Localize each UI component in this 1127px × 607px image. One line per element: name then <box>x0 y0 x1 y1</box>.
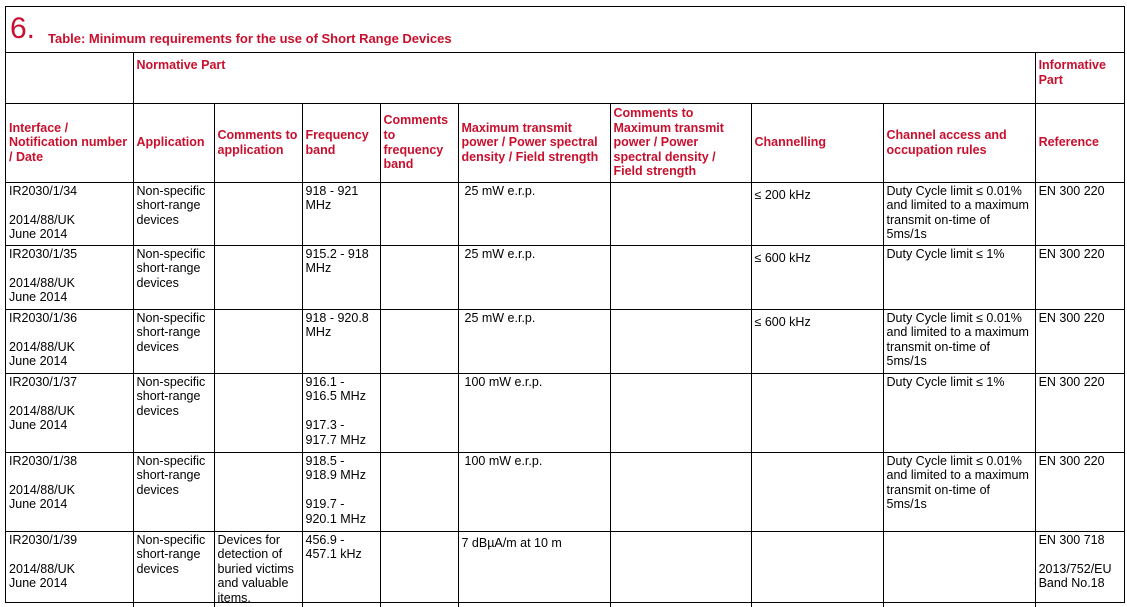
table-title: Table: Minimum requirements for the use of Short Range Devices <box>48 31 452 46</box>
frequency-cell <box>302 182 380 245</box>
channelling-cell: ≤ 600 kHz <box>751 309 883 373</box>
interface-cell <box>6 245 133 309</box>
table-row <box>6 245 1125 309</box>
comments-power-cell <box>610 373 751 452</box>
interface-cell <box>6 531 133 607</box>
channel-access-cell: Duty Cycle limit ≤ 0.01% and limited to a maximum transmit on-time of 5ms/1s <box>883 182 1035 245</box>
notification-date: June 2014 <box>9 497 68 512</box>
frequency-cell <box>302 452 380 531</box>
comments-frequency-cell <box>380 245 458 309</box>
notification-number: 2014/88/UK <box>9 561 76 576</box>
comments-application-cell <box>214 182 302 245</box>
document-frame <box>5 6 1125 603</box>
table-row <box>6 373 1125 452</box>
frequency-band-1: 918.5 - 918.9 MHz <box>305 453 366 483</box>
notification-number: 2014/88/UK <box>9 339 76 354</box>
header-application: Application <box>133 103 214 182</box>
frequency-band-1: 456.9 - 457.1 kHz <box>305 532 362 562</box>
interface-id: IR2030/1/38 <box>9 453 78 468</box>
frequency-band-2: 919.7 - 920.1 MHz <box>305 497 366 526</box>
srd-requirements-table <box>6 52 1125 607</box>
comments-frequency-cell <box>380 373 458 452</box>
max-power-cell: 100 mW e.r.p. <box>458 373 610 452</box>
table-row <box>6 531 1125 607</box>
max-power-cell: 100 mW e.r.p. <box>458 452 610 531</box>
application-cell: Non-specific short-range devices <box>133 309 214 373</box>
notification-date: June 2014 <box>9 418 68 433</box>
notification-date: June 2014 <box>9 290 68 305</box>
table-row <box>6 182 1125 245</box>
channel-access-cell <box>883 531 1035 607</box>
table-row <box>6 309 1125 373</box>
reference-cell <box>1035 182 1125 245</box>
application-cell: Non-specific short-range devices <box>133 245 214 309</box>
max-power-cell: 25 mW e.r.p. <box>458 182 610 245</box>
frequency-band-1: 918 - 920.8 MHz <box>305 310 369 340</box>
comments-frequency-cell <box>380 182 458 245</box>
section-number: 6. <box>10 12 36 45</box>
comments-power-cell <box>610 452 751 531</box>
header-reference: Reference <box>1035 103 1125 182</box>
frequency-band-2: 917.3 - 917.7 MHz <box>305 418 366 447</box>
reference-1: EN 300 220 <box>1038 246 1105 261</box>
interface-id: IR2030/1/36 <box>9 310 78 325</box>
reference-1: EN 300 220 <box>1038 183 1105 198</box>
reference-2: 2013/752/EU Band No.18 <box>1038 561 1112 591</box>
comments-power-cell <box>610 309 751 373</box>
reference-1: EN 300 220 <box>1038 374 1105 389</box>
application-cell: Non-specific short-range devices <box>133 182 214 245</box>
interface-cell <box>6 309 133 373</box>
channelling-cell <box>751 531 883 607</box>
channel-access-cell: Duty Cycle limit ≤ 0.01% and limited to a maximum transmit on-time of 5ms/1s <box>883 309 1035 373</box>
normative-part-header: Normative Part <box>133 52 1035 103</box>
blank-header-cell <box>6 52 133 103</box>
comments-application-cell <box>214 309 302 373</box>
frequency-cell <box>302 531 380 607</box>
reference-1: EN 300 220 <box>1038 453 1105 468</box>
comments-application-cell <box>214 373 302 452</box>
application-cell: Non-specific short-range devices <box>133 452 214 531</box>
frequency-band-1: 915.2 - 918 MHz <box>305 246 369 276</box>
frequency-cell <box>302 373 380 452</box>
frequency-band-1: 916.1 - 916.5 MHz <box>305 374 366 404</box>
application-cell: Non-specific short-range devices <box>133 373 214 452</box>
informative-part-header: Informative Part <box>1035 52 1125 103</box>
notification-number: 2014/88/UK <box>9 482 76 497</box>
reference-cell <box>1035 373 1125 452</box>
channel-access-cell: Duty Cycle limit ≤ 1% <box>883 373 1035 452</box>
part-header-row <box>6 52 1125 103</box>
notification-date: June 2014 <box>9 576 68 591</box>
notification-number: 2014/88/UK <box>9 403 76 418</box>
reference-1: EN 300 718 <box>1038 532 1105 547</box>
reference-cell <box>1035 309 1125 373</box>
channelling-cell: ≤ 200 kHz <box>751 182 883 245</box>
channelling-cell: ≤ 600 kHz <box>751 245 883 309</box>
comments-frequency-cell <box>380 452 458 531</box>
comments-power-cell <box>610 531 751 607</box>
header-max-power: Maximum transmit power / Power spectral density / Field strength <box>458 103 610 182</box>
comments-application-cell <box>214 245 302 309</box>
notification-number: 2014/88/UK <box>9 275 76 290</box>
frequency-cell <box>302 309 380 373</box>
max-power-cell: 25 mW e.r.p. <box>458 309 610 373</box>
comments-frequency-cell <box>380 309 458 373</box>
column-header-row <box>6 103 1125 182</box>
title-row <box>6 7 1124 53</box>
channel-access-cell: Duty Cycle limit ≤ 0.01% and limited to a maximum transmit on-time of 5ms/1s <box>883 452 1035 531</box>
header-comments-frequency: Comments to frequency band <box>380 103 458 182</box>
frequency-band-1: 918 - 921 MHz <box>305 183 359 213</box>
notification-number: 2014/88/UK <box>9 212 76 227</box>
header-channel-access: Channel access and occupation rules <box>883 103 1035 182</box>
interface-id: IR2030/1/39 <box>9 532 78 547</box>
reference-cell <box>1035 245 1125 309</box>
channelling-cell <box>751 373 883 452</box>
interface-cell <box>6 182 133 245</box>
interface-cell <box>6 373 133 452</box>
header-comments-application: Comments to application <box>214 103 302 182</box>
reference-cell <box>1035 531 1125 607</box>
comments-application-cell <box>214 452 302 531</box>
reference-cell <box>1035 452 1125 531</box>
interface-cell <box>6 452 133 531</box>
notification-date: June 2014 <box>9 354 68 369</box>
channel-access-cell: Duty Cycle limit ≤ 1% <box>883 245 1035 309</box>
header-interface: Interface / Notification number / Date <box>6 103 133 182</box>
header-channelling: Channelling <box>751 103 883 182</box>
table-row <box>6 452 1125 531</box>
header-comments-power: Comments to Maximum transmit power / Power spectral density / Field strength <box>610 103 751 182</box>
comments-power-cell <box>610 245 751 309</box>
max-power-cell: 25 mW e.r.p. <box>458 245 610 309</box>
notification-date: June 2014 <box>9 227 68 242</box>
interface-id: IR2030/1/37 <box>9 374 78 389</box>
channelling-cell <box>751 452 883 531</box>
application-cell: Non-specific short-range devices <box>133 531 214 607</box>
comments-frequency-cell <box>380 531 458 607</box>
frequency-cell <box>302 245 380 309</box>
interface-id: IR2030/1/34 <box>9 183 78 198</box>
max-power-cell: 7 dBµA/m at 10 m <box>458 531 610 607</box>
header-frequency-band: Frequency band <box>302 103 380 182</box>
interface-id: IR2030/1/35 <box>9 246 78 261</box>
reference-1: EN 300 220 <box>1038 310 1105 325</box>
comments-power-cell <box>610 182 751 245</box>
comments-application-cell: Devices for detection of buried victims and valuable items. <box>214 531 302 607</box>
